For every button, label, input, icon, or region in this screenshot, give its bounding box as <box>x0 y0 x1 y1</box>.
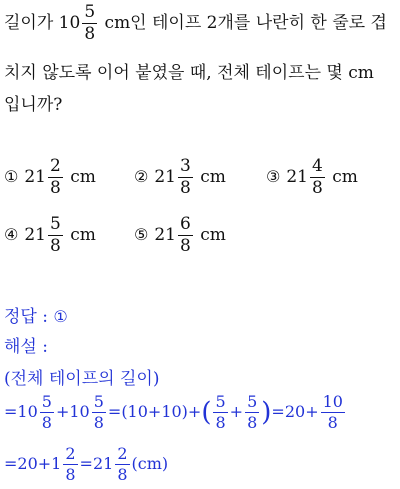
fraction: $\frac{10}{8}$ <box>322 392 343 432</box>
question-line-1 <box>4 4 387 43</box>
option-4[interactable]: ④ 21 $\frac{5}{8}$ cm <box>4 214 96 256</box>
equation-line-1: =10 $\frac{5}{8}$ +10 $\frac{5}{8}$ =(10+10)+( $\frac{5}{8}$ + $\frac{5}{8}$ )=20+ $\frac{10}{8}$ <box>4 392 343 432</box>
answer-value: ① <box>53 307 68 326</box>
fraction: $\frac{5}{8}$ <box>93 392 104 432</box>
fraction: $\frac{2}{8}$ <box>117 444 128 484</box>
explanation-label: 해설 : <box>4 337 48 357</box>
fraction: $\frac{5}{8}$ <box>41 392 52 432</box>
left-paren: ( <box>201 397 212 428</box>
question-text: cm인 테이프 2개를 나란히 한 줄로 겹 <box>99 13 387 33</box>
equation-line-2: =20+1 $\frac{2}{8}$ =21 $\frac{2}{8}$ (cm) <box>4 444 169 484</box>
option-2[interactable]: ② 21 $\frac{3}{8}$ cm <box>134 156 226 198</box>
fraction: $\frac{2}{8}$ <box>49 156 61 198</box>
right-paren: ) <box>261 397 272 428</box>
question-text: 길이가 10 <box>4 13 81 33</box>
option-marker: ④ <box>4 225 19 244</box>
fraction: $\frac{5}{8}$ <box>49 214 61 256</box>
answer-line <box>4 302 74 327</box>
explanation-heading: (전체 테이프의 길이) <box>4 369 160 389</box>
option-5[interactable]: ⑤ 21 $\frac{6}{8}$ cm <box>134 214 226 256</box>
question-line-2: 치지 않도록 이어 붙였을 때, 전체 테이프는 몇 cm <box>4 63 374 83</box>
answer-label: 정답 : <box>4 307 54 327</box>
fraction: $\frac{6}{8}$ <box>179 214 191 256</box>
fraction: $\frac{5}{8}$ <box>247 392 258 432</box>
question-line-3: 입니까? <box>4 95 63 115</box>
option-marker: ③ <box>266 167 281 186</box>
option-1[interactable]: ① 21 $\frac{2}{8}$ cm <box>4 156 96 198</box>
fraction: $\frac{5}{8}$ <box>84 2 96 44</box>
fraction: $\frac{3}{8}$ <box>179 156 191 198</box>
fraction: $\frac{2}{8}$ <box>65 444 76 484</box>
option-marker: ⑤ <box>134 225 149 244</box>
option-marker: ① <box>4 167 19 186</box>
fraction: $\frac{4}{8}$ <box>311 156 323 198</box>
option-marker: ② <box>134 167 149 186</box>
fraction: $\frac{5}{8}$ <box>215 392 226 432</box>
option-3[interactable]: ③ 21 $\frac{4}{8}$ cm <box>266 156 358 198</box>
